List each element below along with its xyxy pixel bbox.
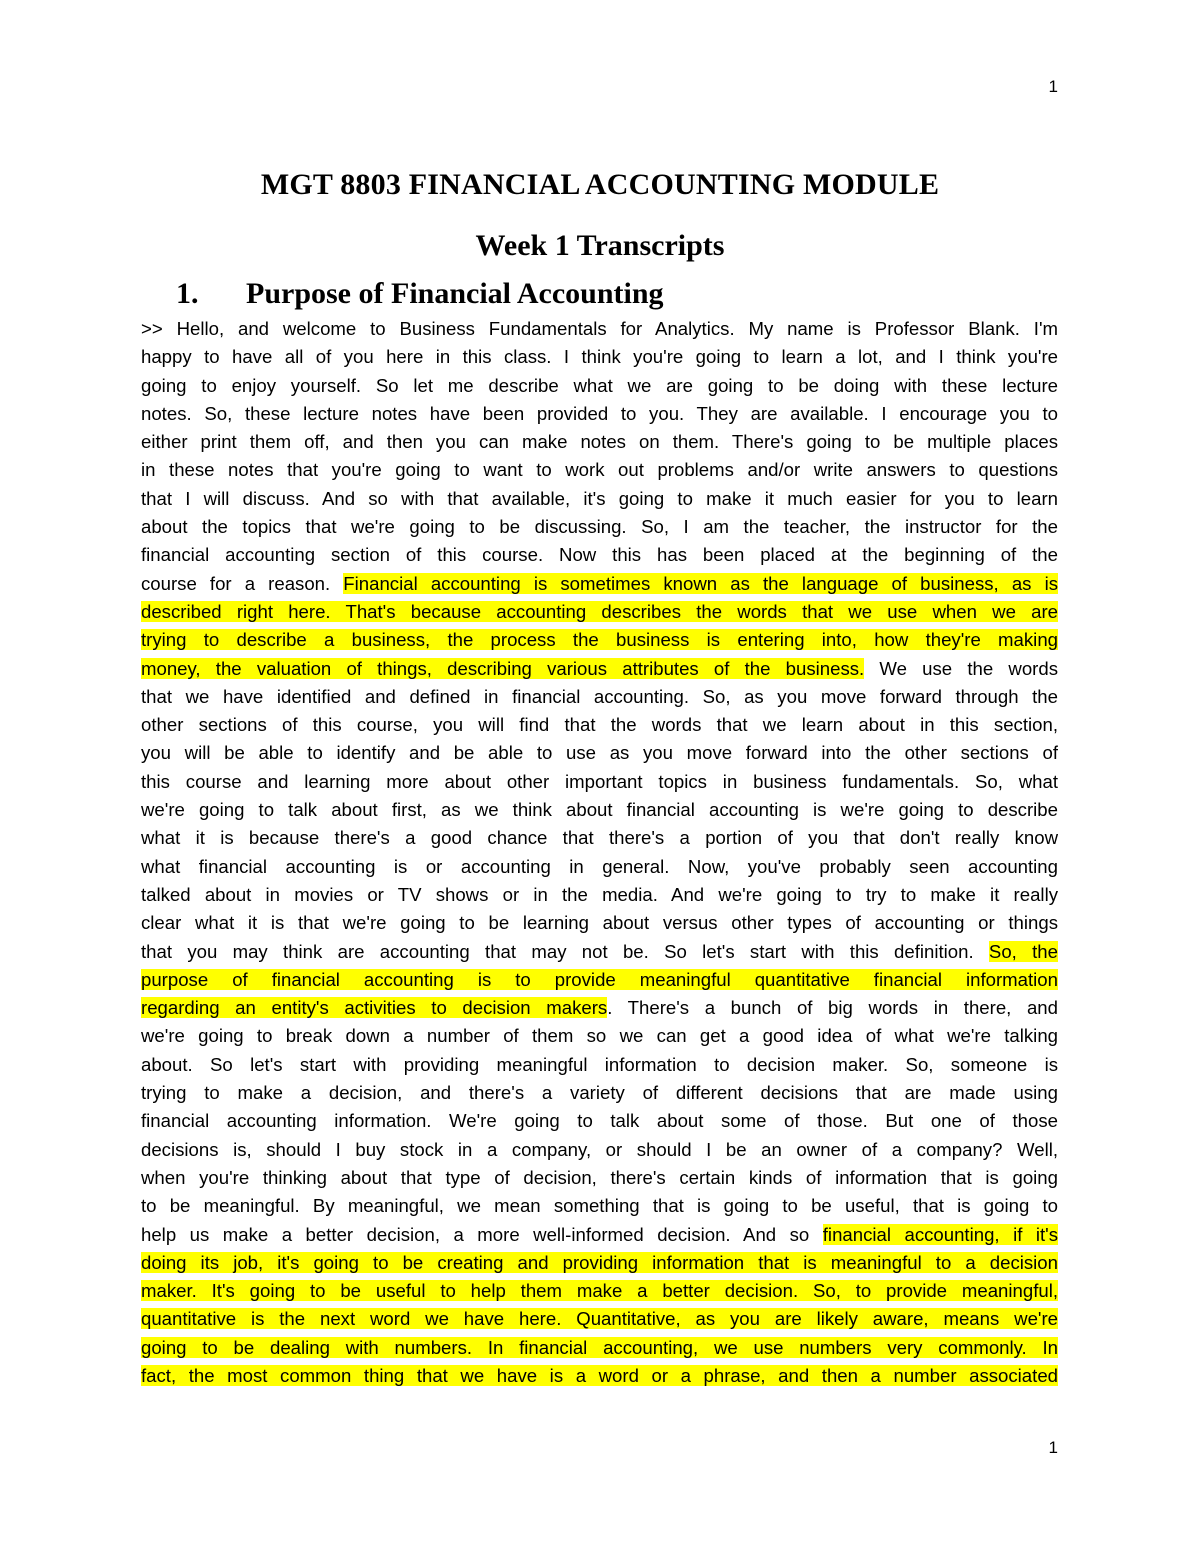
highlighted-text: financial accounting, if it's: [822, 1223, 1058, 1245]
transcript-text: financial accounting information. We're going to talk about some of those. But one of those: [141, 1110, 1058, 1132]
transcript-line: [141, 513, 1058, 541]
transcript-line: [141, 966, 1058, 994]
transcript-text: going to enjoy yourself. So let me describe what we are going to be doing with these lecture: [141, 374, 1058, 396]
transcript-line: [141, 683, 1058, 711]
transcript-line: [141, 909, 1058, 937]
transcript-line: [141, 372, 1058, 400]
transcript-text: you will be able to identify and be able to use as you move forward into the other sections of: [141, 742, 1058, 764]
transcript-text: course for a reason.: [141, 572, 344, 594]
transcript-line: [141, 796, 1058, 824]
transcript-line: [141, 626, 1058, 654]
transcript-text: about. So let's start with providing meaningful information to decision maker. So, someone is: [141, 1053, 1058, 1075]
transcript-line: [141, 1051, 1058, 1079]
transcript-text: notes. So, these lecture notes have been provided to you. They are available. I encourage you to: [141, 402, 1058, 424]
page-number-header: 1: [1048, 77, 1058, 96]
transcript-line: [141, 711, 1058, 739]
transcript-line: [141, 824, 1058, 852]
transcript-line: [141, 343, 1058, 371]
highlighted-text: fact, the most common thing that we have is a word or a phrase, and then a number associated: [141, 1364, 1058, 1386]
transcript-line: [141, 994, 1058, 1022]
transcript-line: [141, 853, 1058, 881]
transcript-line: [141, 655, 1058, 683]
transcript-line: [141, 1362, 1058, 1390]
section-heading: [176, 277, 664, 311]
highlighted-text: trying to describe a business, the process the business is entering into, how they're making: [141, 629, 1058, 651]
transcript-text: happy to have all of you here in this class. I think you're going to learn a lot, and I think you're: [141, 346, 1058, 368]
transcript-text: about the topics that we're going to be discussing. So, I am the teacher, the instructor for the: [141, 516, 1058, 538]
transcript-text: what financial accounting is or accounting in general. Now, you've probably seen accounting: [141, 855, 1058, 877]
section-number: 1.: [176, 277, 199, 310]
transcript-text: this course and learning more about other important topics in business fundamentals. So, what: [141, 770, 1058, 792]
transcript-line: [141, 1022, 1058, 1050]
highlighted-text: quantitative is the next word we have here. Quantitative, as you are likely aware, means we're: [141, 1308, 1058, 1330]
transcript-line: [141, 938, 1058, 966]
highlighted-text: Financial accounting is sometimes known as the language of business, as is: [343, 572, 1058, 594]
transcript-line: [141, 1107, 1058, 1135]
highlighted-text: regarding an entity's activities to decision makers: [141, 997, 608, 1019]
transcript-text: >> Hello, and welcome to Business Fundamentals for Analytics. My name is Professor Blank. I'm: [141, 318, 1058, 339]
transcript-line: [141, 1277, 1058, 1305]
transcript-text: that I will discuss. And so with that available, it's going to make it much easier for you to learn: [141, 487, 1058, 509]
transcript-line: [141, 768, 1058, 796]
transcript-text: when you're thinking about that type of decision, there's certain kinds of information that is going: [141, 1166, 1058, 1188]
highlighted-text: purpose of financial accounting is to provide meaningful quantitative financial information: [141, 968, 1058, 990]
transcript-text: we're going to break down a number of them so we can get a good idea of what we're talking: [141, 1025, 1058, 1047]
highlighted-text: So, the: [988, 940, 1058, 962]
transcript-text: trying to make a decision, and there's a variety of different decisions that are made using: [141, 1082, 1058, 1104]
transcript-text: clear what it is that we're going to be learning about versus other types of accounting or things: [141, 912, 1058, 934]
transcript-line: [141, 1079, 1058, 1107]
transcript-line: [141, 456, 1058, 484]
section-title: Purpose of Financial Accounting: [246, 277, 664, 310]
document-title: MGT 8803 FINANCIAL ACCOUNTING MODULE: [260, 168, 940, 201]
transcript-body: [141, 315, 1058, 1390]
transcript-text: that we have identified and defined in financial accounting. So, as you move forward through the: [141, 685, 1058, 707]
transcript-text: other sections of this course, you will find that the words that we learn about in this section,: [141, 714, 1058, 736]
transcript-text: that you may think are accounting that may not be. So let's start with this definition.: [141, 940, 989, 962]
transcript-text: we're going to talk about first, as we think about financial accounting is we're going to describe: [141, 799, 1058, 821]
transcript-line: [141, 739, 1058, 767]
transcript-line: [141, 1249, 1058, 1277]
highlighted-text: doing its job, it's going to be creating and providing information that is meaningful to a decision: [141, 1251, 1058, 1273]
transcript-line: [141, 1136, 1058, 1164]
transcript-line: [141, 485, 1058, 513]
transcript-line: [141, 1334, 1058, 1362]
document-subtitle: Week 1 Transcripts: [475, 229, 725, 262]
highlighted-text: maker. It's going to be useful to help them make a better decision. So, to provide meaningful,: [141, 1280, 1058, 1302]
page-number-footer: 1: [1048, 1438, 1058, 1457]
transcript-line: [141, 428, 1058, 456]
highlighted-text: going to be dealing with numbers. In financial accounting, we use numbers very commonly. In: [141, 1336, 1058, 1358]
transcript-line: [141, 881, 1058, 909]
transcript-text: financial accounting section of this course. Now this has been placed at the beginning of the: [141, 544, 1058, 566]
transcript-line: [141, 400, 1058, 428]
transcript-text: . There's a bunch of big words in there, and: [607, 997, 1058, 1019]
transcript-line: [141, 1305, 1058, 1333]
transcript-line: [141, 315, 1058, 343]
transcript-line: [141, 1221, 1058, 1249]
highlighted-text: money, the valuation of things, describing various attributes of the business.: [141, 657, 865, 679]
transcript-text: either print them off, and then you can make notes on them. There's going to be multiple places: [141, 431, 1058, 453]
transcript-line: [141, 541, 1058, 569]
transcript-text: decisions is, should I buy stock in a company, or should I be an owner of a company? Well,: [141, 1138, 1058, 1160]
transcript-line: [141, 598, 1058, 626]
transcript-text: in these notes that you're going to want to work out problems and/or write answers to questions: [141, 459, 1058, 481]
transcript-text: what it is because there's a good chance that there's a portion of you that don't really know: [141, 827, 1058, 849]
highlighted-text: described right here. That's because accounting describes the words that we use when we are: [141, 600, 1058, 622]
transcript-line: [141, 1164, 1058, 1192]
transcript-text: help us make a better decision, a more well-informed decision. And so: [141, 1223, 823, 1245]
transcript-text: We use the words: [864, 657, 1058, 679]
transcript-line: [141, 1192, 1058, 1220]
transcript-text: talked about in movies or TV shows or in the media. And we're going to try to make it really: [141, 883, 1058, 905]
transcript-line: [141, 570, 1058, 598]
transcript-text: to be meaningful. By meaningful, we mean something that is going to be useful, that is going to: [141, 1195, 1058, 1217]
